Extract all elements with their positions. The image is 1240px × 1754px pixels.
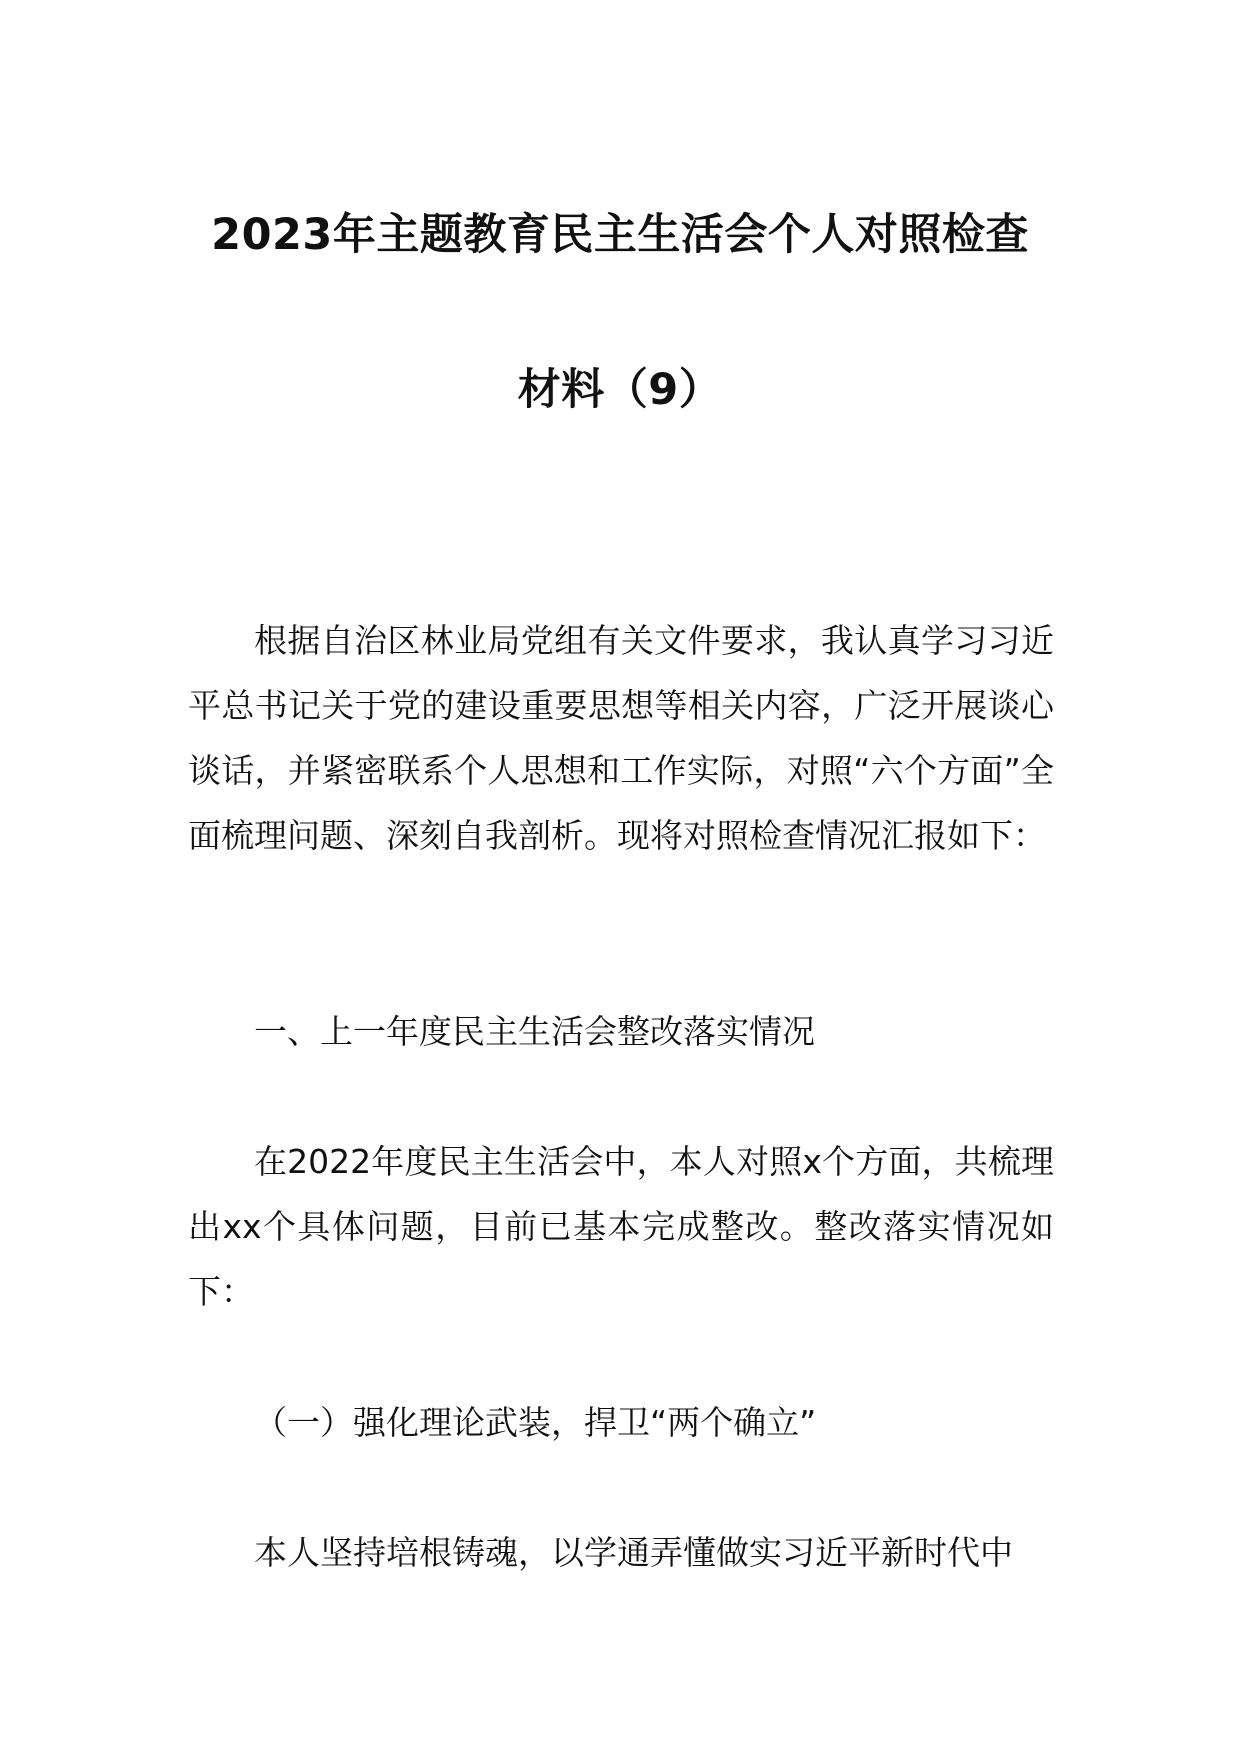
subsection-1-heading-block [188,1390,1054,1455]
section-1-paragraph-block [188,1129,1054,1324]
section-1-paragraph: 在2022年度民主生活会中，本人对照x个方面，共梳理出xx个具体问题，目前已基本完成整改。整改落实情况如下： [188,1142,1054,1311]
subsection-1-paragraph-block [188,1520,1054,1585]
section-1-heading-block [188,999,1054,1064]
subsection-1-paragraph: 本人坚持培根铸魂，以学通弄懂做实习近平新时代中 [254,1533,1013,1572]
intro-paragraph-block [188,608,1054,868]
section-1-heading: 一、上一年度民主生活会整改落实情况 [254,1012,815,1051]
document-title-line-1: 2023年主题教育民主生活会个人对照检查 [211,210,1029,260]
document-title-line-2: 材料（9） [517,365,723,415]
intro-paragraph: 根据自治区林业局党组有关文件要求，我认真学习习近平总书记关于党的建设重要思想等相关内容，广泛开展谈心谈话，并紧密联系个人思想和工作实际，对照“六个方面”全面梳理问题、深刻自我剖析。现将对照检查情况汇报如下： [188,621,1054,855]
subsection-1-heading: （一）强化理论武装，捍卫“两个确立” [254,1403,817,1442]
